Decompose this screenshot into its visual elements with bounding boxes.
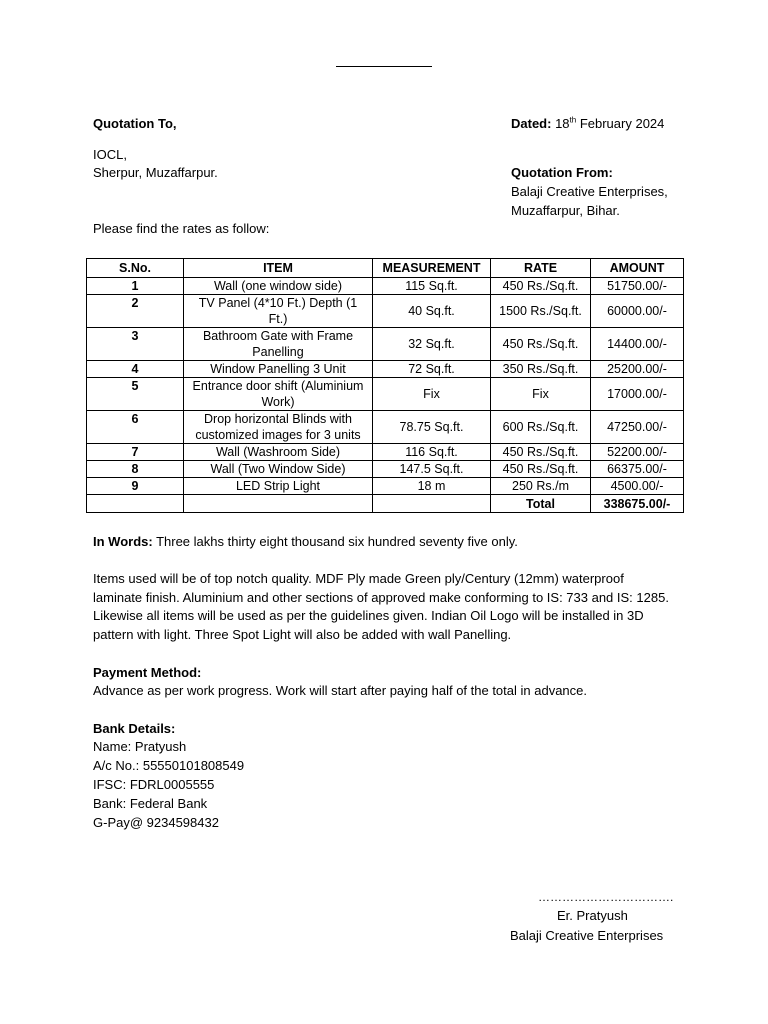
header-sno: S.No. [87,259,184,278]
cell-measurement: 32 Sq.ft. [373,328,491,361]
to-line-1: IOCL, [93,147,127,162]
signature-company: Balaji Creative Enterprises [510,928,664,943]
cell-empty [184,495,373,513]
table-total-row [87,495,684,513]
cell-rate: 250 Rs./m [491,478,591,495]
intro-text: Please find the rates as follow: [93,221,270,236]
cell-amount: 47250.00/- [591,411,684,444]
from-line-2: Muzaffarpur, Bihar. [511,203,620,218]
table-row [87,328,684,361]
cell-sno: 7 [87,444,184,461]
cell-sno: 9 [87,478,184,495]
signature-dots: ……………………………. [538,890,674,904]
cell-item: Wall (Washroom Side) [184,444,373,461]
cell-sno: 6 [87,411,184,444]
cell-measurement: Fix [373,378,491,411]
items-paragraph-line-2: laminate finish. Aluminium and other sections of approved make conforming to IS: 733 and IS: 1285. [93,590,669,605]
cell-empty [373,495,491,513]
bank-name: Name: Pratyush [93,739,187,754]
in-words-text: Three lakhs thirty eight thousand six hundred seventy five only. [152,534,518,549]
cell-amount: 4500.00/- [591,478,684,495]
cell-rate: 1500 Rs./Sq.ft. [491,295,591,328]
cell-amount: 60000.00/- [591,295,684,328]
bank-account-number: A/c No.: 55550101808549 [93,758,245,773]
top-rule [336,66,432,67]
bank-details-label: Bank Details: [93,721,176,736]
cell-rate: 450 Rs./Sq.ft. [491,444,591,461]
to-line-2: Sherpur, Muzaffarpur. [93,165,218,180]
signature-name: Er. Pratyush [557,908,628,923]
header-measurement: MEASUREMENT [373,259,491,278]
in-words-line [93,532,518,551]
date-day: 18 [555,116,570,131]
cell-item: Window Panelling 3 Unit [184,361,373,378]
table-row [87,444,684,461]
cell-rate: 450 Rs./Sq.ft. [491,461,591,478]
bank-bank-name: Bank: Federal Bank [93,796,208,811]
cell-rate: 450 Rs./Sq.ft. [491,278,591,295]
table-row [87,461,684,478]
cell-sno: 8 [87,461,184,478]
cell-rate: 450 Rs./Sq.ft. [491,328,591,361]
header-amount: AMOUNT [591,259,684,278]
table-row [87,295,684,328]
cell-rate: 600 Rs./Sq.ft. [491,411,591,444]
rates-table [86,258,684,513]
cell-item: LED Strip Light [184,478,373,495]
date-suffix: th [569,115,577,125]
table-row [87,411,684,444]
quotation-to-label: Quotation To, [93,116,177,131]
table-row [87,361,684,378]
header-item: ITEM [184,259,373,278]
table-header-row [87,259,684,278]
quotation-from-label: Quotation From: [511,165,613,180]
table-row [87,378,684,411]
cell-item: Wall (one window side) [184,278,373,295]
date-rest: February 2024 [576,116,665,131]
cell-rate: 350 Rs./Sq.ft. [491,361,591,378]
date-line [511,114,664,133]
cell-sno: 1 [87,278,184,295]
items-paragraph-line-3: Likewise all items will be used as per the guidelines given. Indian Oil Logo will be installed in 3D [93,608,644,623]
cell-amount: 14400.00/- [591,328,684,361]
cell-measurement: 78.75 Sq.ft. [373,411,491,444]
dated-label: Dated: [511,116,552,131]
from-line-1: Balaji Creative Enterprises, [511,184,668,199]
total-value: 338675.00/- [591,495,684,513]
cell-amount: 51750.00/- [591,278,684,295]
bank-ifsc: IFSC: FDRL0005555 [93,777,215,792]
cell-item: TV Panel (4*10 Ft.) Depth (1 Ft.) [184,295,373,328]
cell-amount: 66375.00/- [591,461,684,478]
payment-method-label: Payment Method: [93,665,202,680]
cell-amount: 25200.00/- [591,361,684,378]
cell-measurement: 147.5 Sq.ft. [373,461,491,478]
in-words-label: In Words: [93,534,153,549]
cell-sno: 5 [87,378,184,411]
items-paragraph-line-1: Items used will be of top notch quality. MDF Ply made Green ply/Century (12mm) waterproof [93,571,624,586]
cell-item: Wall (Two Window Side) [184,461,373,478]
cell-sno: 4 [87,361,184,378]
cell-empty [87,495,184,513]
cell-rate: Fix [491,378,591,411]
cell-measurement: 115 Sq.ft. [373,278,491,295]
payment-method-text: Advance as per work progress. Work will start after paying half of the total in advance. [93,683,587,698]
table-row [87,278,684,295]
cell-measurement: 116 Sq.ft. [373,444,491,461]
cell-amount: 17000.00/- [591,378,684,411]
cell-measurement: 18 m [373,478,491,495]
cell-item: Bathroom Gate with Frame Panelling [184,328,373,361]
table-row [87,478,684,495]
cell-measurement: 40 Sq.ft. [373,295,491,328]
cell-amount: 52200.00/- [591,444,684,461]
cell-sno: 3 [87,328,184,361]
total-label: Total [491,495,591,513]
cell-item: Entrance door shift (Aluminium Work) [184,378,373,411]
bank-gpay: G-Pay@ 9234598432 [93,815,219,830]
cell-sno: 2 [87,295,184,328]
cell-item: Drop horizontal Blinds with customized images for 3 units [184,411,373,444]
items-paragraph-line-4: pattern with light. Three Spot Light will also be added with wall Panelling. [93,627,512,642]
header-rate: RATE [491,259,591,278]
cell-measurement: 72 Sq.ft. [373,361,491,378]
